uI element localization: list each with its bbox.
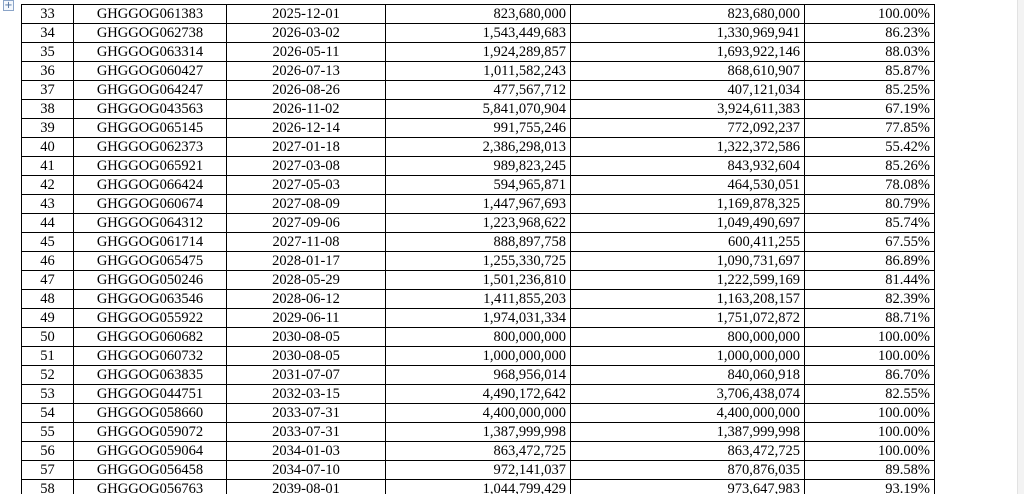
cell-date[interactable]: 2027-11-08: [227, 233, 386, 252]
cell-date[interactable]: 2026-07-13: [227, 62, 386, 81]
cell-amount[interactable]: 1,974,031,334: [386, 309, 571, 328]
cell-row-number[interactable]: 57: [22, 461, 74, 480]
cell-amount[interactable]: 823,680,000: [386, 5, 571, 24]
cell-amount[interactable]: 1,255,330,725: [386, 252, 571, 271]
cell-code[interactable]: GHGGOG064247: [74, 81, 227, 100]
cell-row-number[interactable]: 53: [22, 385, 74, 404]
cell-amount[interactable]: 2,386,298,013: [386, 138, 571, 157]
cell-row-number[interactable]: 49: [22, 309, 74, 328]
cell-code[interactable]: GHGGOG063314: [74, 43, 227, 62]
cell-balance[interactable]: 3,706,438,074: [571, 385, 805, 404]
table-row: [22, 138, 935, 157]
cell-balance[interactable]: 1,330,969,941: [571, 24, 805, 43]
cell-date[interactable]: 2026-03-02: [227, 24, 386, 43]
cell-ratio[interactable]: 80.79%: [805, 195, 935, 214]
table-row: [22, 195, 935, 214]
cell-amount[interactable]: 1,223,968,622: [386, 214, 571, 233]
cell-balance[interactable]: 1,000,000,000: [571, 347, 805, 366]
cell-date[interactable]: 2028-06-12: [227, 290, 386, 309]
table-row: [22, 119, 935, 138]
cell-balance[interactable]: 1,751,072,872: [571, 309, 805, 328]
cell-code[interactable]: GHGGOG061714: [74, 233, 227, 252]
cell-code[interactable]: GHGGOG063835: [74, 366, 227, 385]
cell-date[interactable]: 2031-07-07: [227, 366, 386, 385]
cell-row-number[interactable]: 48: [22, 290, 74, 309]
cell-ratio[interactable]: 85.26%: [805, 157, 935, 176]
cell-ratio[interactable]: 85.25%: [805, 81, 935, 100]
cell-code[interactable]: GHGGOG064312: [74, 214, 227, 233]
cell-amount[interactable]: 594,965,871: [386, 176, 571, 195]
cell-date[interactable]: 2026-05-11: [227, 43, 386, 62]
cell-code[interactable]: GHGGOG063546: [74, 290, 227, 309]
cell-code[interactable]: GHGGOG060732: [74, 347, 227, 366]
cell-amount[interactable]: 477,567,712: [386, 81, 571, 100]
cell-ratio[interactable]: 86.23%: [805, 24, 935, 43]
cell-code[interactable]: GHGGOG060674: [74, 195, 227, 214]
cell-balance[interactable]: 1,387,999,998: [571, 423, 805, 442]
cell-row-number[interactable]: 46: [22, 252, 74, 271]
cell-date[interactable]: 2027-08-09: [227, 195, 386, 214]
cell-ratio[interactable]: 100.00%: [805, 442, 935, 461]
cell-row-number[interactable]: 55: [22, 423, 74, 442]
cell-amount[interactable]: 1,501,236,810: [386, 271, 571, 290]
cell-ratio[interactable]: 67.55%: [805, 233, 935, 252]
cell-row-number[interactable]: 39: [22, 119, 74, 138]
cell-code[interactable]: GHGGOG066424: [74, 176, 227, 195]
cell-amount[interactable]: 1,387,999,998: [386, 423, 571, 442]
cell-amount[interactable]: 1,000,000,000: [386, 347, 571, 366]
table-row: [22, 366, 935, 385]
cell-balance[interactable]: 600,411,255: [571, 233, 805, 252]
cell-balance[interactable]: 407,121,034: [571, 81, 805, 100]
cell-balance[interactable]: 4,400,000,000: [571, 404, 805, 423]
table-row: [22, 24, 935, 43]
table-row: [22, 347, 935, 366]
cell-amount[interactable]: 4,400,000,000: [386, 404, 571, 423]
cell-date[interactable]: 2030-08-05: [227, 347, 386, 366]
cell-row-number[interactable]: 41: [22, 157, 74, 176]
cell-balance[interactable]: 973,647,983: [571, 480, 805, 494]
table-move-handle-icon[interactable]: +: [4, 0, 13, 11]
table-row: [22, 62, 935, 81]
cell-ratio[interactable]: 77.85%: [805, 119, 935, 138]
cell-ratio[interactable]: 100.00%: [805, 423, 935, 442]
cell-date[interactable]: 2029-06-11: [227, 309, 386, 328]
cell-code[interactable]: GHGGOG056763: [74, 480, 227, 494]
table-body: [22, 5, 935, 494]
table-row: [22, 81, 935, 100]
cell-row-number[interactable]: 38: [22, 100, 74, 119]
cell-balance[interactable]: 1,090,731,697: [571, 252, 805, 271]
cell-date[interactable]: 2032-03-15: [227, 385, 386, 404]
cell-amount[interactable]: 1,411,855,203: [386, 290, 571, 309]
cell-date[interactable]: 2026-12-14: [227, 119, 386, 138]
cell-date[interactable]: 2030-08-05: [227, 328, 386, 347]
cell-date[interactable]: 2027-09-06: [227, 214, 386, 233]
cell-row-number[interactable]: 33: [22, 5, 74, 24]
cell-balance[interactable]: 840,060,918: [571, 366, 805, 385]
cell-ratio[interactable]: 86.89%: [805, 252, 935, 271]
table-row: [22, 271, 935, 290]
cell-row-number[interactable]: 34: [22, 24, 74, 43]
cell-row-number[interactable]: 51: [22, 347, 74, 366]
cell-balance[interactable]: 868,610,907: [571, 62, 805, 81]
cell-ratio[interactable]: 100.00%: [805, 347, 935, 366]
cell-amount[interactable]: 1,011,582,243: [386, 62, 571, 81]
cell-amount[interactable]: 1,044,799,429: [386, 480, 571, 494]
table-row: [22, 461, 935, 480]
table-row: [22, 404, 935, 423]
cell-date[interactable]: 2028-01-17: [227, 252, 386, 271]
cell-ratio[interactable]: 55.42%: [805, 138, 935, 157]
cell-date[interactable]: 2034-07-10: [227, 461, 386, 480]
cell-row-number[interactable]: 58: [22, 480, 74, 494]
cell-row-number[interactable]: 45: [22, 233, 74, 252]
cell-amount[interactable]: 863,472,725: [386, 442, 571, 461]
cell-row-number[interactable]: 56: [22, 442, 74, 461]
cell-date[interactable]: 2026-08-26: [227, 81, 386, 100]
cell-code[interactable]: GHGGOG055922: [74, 309, 227, 328]
cell-code[interactable]: GHGGOG059072: [74, 423, 227, 442]
cell-balance[interactable]: 3,924,611,383: [571, 100, 805, 119]
cell-ratio[interactable]: 81.44%: [805, 271, 935, 290]
cell-row-number[interactable]: 42: [22, 176, 74, 195]
table-row: [22, 290, 935, 309]
cell-ratio[interactable]: 93.19%: [805, 480, 935, 494]
cell-amount[interactable]: 991,755,246: [386, 119, 571, 138]
cell-row-number[interactable]: 54: [22, 404, 74, 423]
cell-code[interactable]: GHGGOG062738: [74, 24, 227, 43]
cell-code[interactable]: GHGGOG044751: [74, 385, 227, 404]
cell-amount[interactable]: 888,897,758: [386, 233, 571, 252]
cell-ratio[interactable]: 88.71%: [805, 309, 935, 328]
cell-date[interactable]: 2039-08-01: [227, 480, 386, 494]
table-row: [22, 157, 935, 176]
cell-date[interactable]: 2025-12-01: [227, 5, 386, 24]
loan-table: [21, 4, 935, 494]
cell-balance[interactable]: 863,472,725: [571, 442, 805, 461]
table-row: [22, 176, 935, 195]
table-row: [22, 385, 935, 404]
cell-date[interactable]: 2033-07-31: [227, 423, 386, 442]
cell-balance[interactable]: 464,530,051: [571, 176, 805, 195]
cell-date[interactable]: 2027-03-08: [227, 157, 386, 176]
cell-row-number[interactable]: 36: [22, 62, 74, 81]
cell-code[interactable]: GHGGOG061383: [74, 5, 227, 24]
cell-amount[interactable]: 1,924,289,857: [386, 43, 571, 62]
cell-amount[interactable]: 5,841,070,904: [386, 100, 571, 119]
cell-amount[interactable]: 972,141,037: [386, 461, 571, 480]
cell-balance[interactable]: 1,163,208,157: [571, 290, 805, 309]
cell-date[interactable]: 2034-01-03: [227, 442, 386, 461]
cell-code[interactable]: GHGGOG065475: [74, 252, 227, 271]
table-row: [22, 100, 935, 119]
cell-code[interactable]: GHGGOG058660: [74, 404, 227, 423]
cell-code[interactable]: GHGGOG060682: [74, 328, 227, 347]
table-row: [22, 423, 935, 442]
cell-code[interactable]: GHGGOG065921: [74, 157, 227, 176]
cell-row-number[interactable]: 37: [22, 81, 74, 100]
cell-code[interactable]: GHGGOG056458: [74, 461, 227, 480]
table-row: [22, 328, 935, 347]
cell-ratio[interactable]: 67.19%: [805, 100, 935, 119]
cell-ratio[interactable]: 85.74%: [805, 214, 935, 233]
cell-amount[interactable]: 1,543,449,683: [386, 24, 571, 43]
cell-row-number[interactable]: 47: [22, 271, 74, 290]
cell-balance[interactable]: 800,000,000: [571, 328, 805, 347]
cell-date[interactable]: 2026-11-02: [227, 100, 386, 119]
table-row: [22, 214, 935, 233]
cell-row-number[interactable]: 52: [22, 366, 74, 385]
cell-ratio[interactable]: 88.03%: [805, 43, 935, 62]
cell-balance[interactable]: 1,169,878,325: [571, 195, 805, 214]
cell-code[interactable]: GHGGOG065145: [74, 119, 227, 138]
cell-balance[interactable]: 1,222,599,169: [571, 271, 805, 290]
cell-row-number[interactable]: 40: [22, 138, 74, 157]
cell-balance[interactable]: 870,876,035: [571, 461, 805, 480]
cell-row-number[interactable]: 43: [22, 195, 74, 214]
cell-ratio[interactable]: 100.00%: [805, 5, 935, 24]
cell-ratio[interactable]: 89.58%: [805, 461, 935, 480]
table-row: [22, 480, 935, 494]
table-row: [22, 309, 935, 328]
cell-amount[interactable]: 989,823,245: [386, 157, 571, 176]
cell-row-number[interactable]: 50: [22, 328, 74, 347]
cell-balance[interactable]: 772,092,237: [571, 119, 805, 138]
cell-row-number[interactable]: 35: [22, 43, 74, 62]
cell-row-number[interactable]: 44: [22, 214, 74, 233]
cell-amount[interactable]: 1,447,967,693: [386, 195, 571, 214]
cell-ratio[interactable]: 82.39%: [805, 290, 935, 309]
cell-amount[interactable]: 800,000,000: [386, 328, 571, 347]
cell-ratio[interactable]: 86.70%: [805, 366, 935, 385]
table-row: [22, 252, 935, 271]
cell-date[interactable]: 2027-01-18: [227, 138, 386, 157]
cell-balance[interactable]: 843,932,604: [571, 157, 805, 176]
cell-date[interactable]: 2028-05-29: [227, 271, 386, 290]
cell-balance[interactable]: 1,693,922,146: [571, 43, 805, 62]
table-row: [22, 442, 935, 461]
cell-ratio[interactable]: 85.87%: [805, 62, 935, 81]
cell-balance[interactable]: 1,322,372,586: [571, 138, 805, 157]
cell-date[interactable]: 2033-07-31: [227, 404, 386, 423]
cell-code[interactable]: GHGGOG050246: [74, 271, 227, 290]
cell-amount[interactable]: 4,490,172,642: [386, 385, 571, 404]
table-row: [22, 233, 935, 252]
cell-code[interactable]: GHGGOG043563: [74, 100, 227, 119]
table-row: [22, 43, 935, 62]
cell-ratio[interactable]: 100.00%: [805, 328, 935, 347]
cell-date[interactable]: 2027-05-03: [227, 176, 386, 195]
cell-code[interactable]: GHGGOG060427: [74, 62, 227, 81]
cell-code[interactable]: GHGGOG059064: [74, 442, 227, 461]
cell-ratio[interactable]: 82.55%: [805, 385, 935, 404]
cell-ratio[interactable]: 78.08%: [805, 176, 935, 195]
cell-code[interactable]: GHGGOG062373: [74, 138, 227, 157]
cell-amount[interactable]: 968,956,014: [386, 366, 571, 385]
cell-balance[interactable]: 823,680,000: [571, 5, 805, 24]
vertical-scrollbar[interactable]: [1017, 0, 1024, 494]
cell-ratio[interactable]: 100.00%: [805, 404, 935, 423]
table-row: [22, 5, 935, 24]
cell-balance[interactable]: 1,049,490,697: [571, 214, 805, 233]
